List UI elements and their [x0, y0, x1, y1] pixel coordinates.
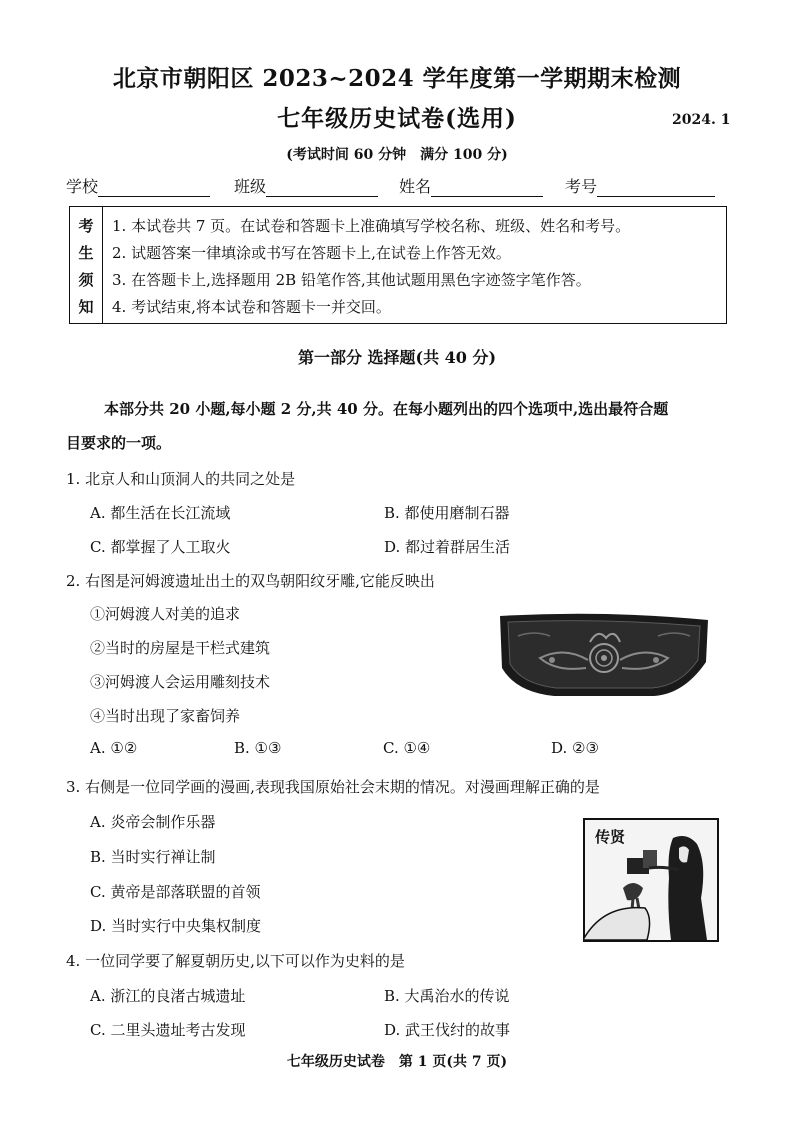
notice-rule: 3. 在答题卡上,选择题用 2B 铅笔作答,其他试题用黑色字迹签字笔作答。 [112, 271, 591, 289]
notice-rule: 1. 本试卷共 7 页。在试卷和答题卡上准确填写学校名称、班级、姓名和考号。 [112, 217, 631, 235]
question-1-option-c[interactable]: C. 都掌握了人工取火 [90, 538, 231, 556]
class-label: 班级 [234, 177, 267, 196]
question-3-option-b[interactable]: B. 当时实行禅让制 [90, 848, 216, 866]
notice-rule: 2. 试题答案一律填涂或书写在答题卡上,在试卷上作答无效。 [112, 244, 511, 262]
exam-notice-box [69, 206, 727, 324]
question-2-option-d[interactable]: D. ②③ [551, 739, 599, 757]
section-intro: 本部分共 20 小题,每小题 2 分,共 40 分。在每小题列出的四个选项中,选出最符合题 [104, 400, 669, 418]
question-3-option-d[interactable]: D. 当时实行中央集权制度 [90, 917, 262, 935]
exam-title: 北京市朝阳区 2023~2024 学年度第一学期期末检测 [112, 65, 682, 92]
question-4-option-a[interactable]: A. 浙江的良渚古城遗址 [90, 987, 246, 1005]
exam-subject-title: 七年级历史试卷(选用) [277, 105, 517, 132]
question-4-stem: 4. 一位同学要了解夏朝历史,以下可以作为史料的是 [66, 952, 405, 970]
question-1-stem: 1. 北京人和山顶洞人的共同之处是 [66, 470, 296, 488]
notice-side-label: 考 生 须 知 [70, 207, 103, 323]
question-2-item: ③河姆渡人会运用雕刻技术 [90, 673, 271, 691]
question-2-option-b[interactable]: B. ①③ [234, 739, 282, 757]
name-field[interactable] [399, 174, 543, 197]
exam-number-label: 考号 [565, 177, 598, 196]
question-4-option-d[interactable]: D. 武王伐纣的故事 [384, 1021, 511, 1039]
school-field[interactable] [66, 174, 210, 197]
section-title: 第一部分 选择题(共 40 分) [297, 348, 497, 367]
school-label: 学校 [66, 177, 99, 196]
question-3-stem: 3. 右侧是一位同学画的漫画,表现我国原始社会末期的情况。对漫画理解正确的是 [66, 778, 600, 796]
student-info-fields [66, 174, 726, 196]
notice-rule: 4. 考试结束,将本试卷和答题卡一并交回。 [112, 298, 391, 316]
question-2-item: ④当时出现了家畜饲养 [90, 707, 241, 725]
ivory-carving-image [494, 610, 714, 700]
exam-info: (考试时间 60 分钟 满分 100 分) [286, 147, 508, 163]
cartoon-label: 传贤 [595, 828, 626, 846]
exam-date: 2024. 1 [672, 112, 731, 128]
question-4-option-b[interactable]: B. 大禹治水的传说 [384, 987, 510, 1005]
question-2-item: ②当时的房屋是干栏式建筑 [90, 639, 271, 657]
section-intro-cont: 目要求的一项。 [66, 434, 172, 452]
page-footer: 七年级历史试卷 第 1 页(共 7 页) [286, 1054, 508, 1070]
exam-number-field[interactable] [565, 174, 715, 197]
name-label: 姓名 [399, 177, 432, 196]
cartoon-image [583, 818, 719, 942]
question-2-option-c[interactable]: C. ①④ [383, 739, 431, 757]
question-4-option-c[interactable]: C. 二里头遗址考古发现 [90, 1021, 246, 1039]
question-2-option-a[interactable]: A. ①② [90, 739, 138, 757]
question-1-option-d[interactable]: D. 都过着群居生活 [384, 538, 511, 556]
question-2-stem: 2. 右图是河姆渡遗址出土的双鸟朝阳纹牙雕,它能反映出 [66, 572, 435, 590]
question-1-option-b[interactable]: B. 都使用磨制石器 [384, 504, 510, 522]
question-2-item: ①河姆渡人对美的追求 [90, 605, 241, 623]
class-field[interactable] [234, 174, 378, 197]
question-3-option-a[interactable]: A. 炎帝会制作乐器 [90, 813, 216, 831]
question-1-option-a[interactable]: A. 都生活在长江流域 [90, 504, 231, 522]
question-3-option-c[interactable]: C. 黄帝是部落联盟的首领 [90, 883, 261, 901]
